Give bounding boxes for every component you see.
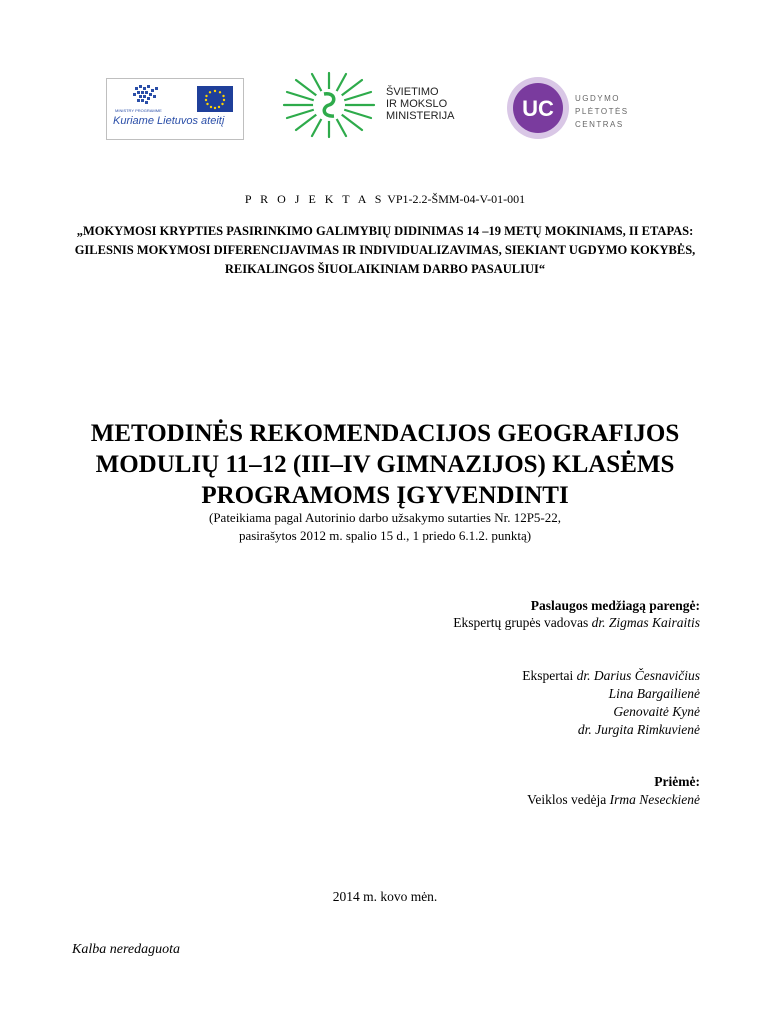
upc-emblem-icon <box>506 76 570 140</box>
accepted-name: Irma Neseckienė <box>609 792 700 807</box>
experts-role: Ekspertai <box>522 668 574 683</box>
expert-line-2 <box>522 685 700 703</box>
expert-name: Lina Bargailienė <box>608 686 700 701</box>
expert-line-4 <box>522 721 700 739</box>
document-date: 2014 m. kovo mėn. <box>332 889 438 904</box>
accepted-role: Veiklos vedėja <box>527 792 607 807</box>
expert-name: dr. Jurgita Rimkuvienė <box>577 722 700 737</box>
document-title: METODINĖS REKOMENDACIJOS GEOGRAFIJOS MODULIŲ 11–12 (III–IV GIMNAZIJOS) KLASĖMS PROGRAMOMS ĮGYVENDINTI <box>90 420 680 509</box>
group-head-role: Ekspertų grupės vadovas <box>453 615 589 630</box>
eu-funds-logo <box>106 78 244 140</box>
ministry-emblem-icon <box>274 70 384 140</box>
ministry-name: ŠVIETIMO IR MOKSLO MINISTERIJA <box>386 86 455 122</box>
eu-flag-icon <box>197 86 233 112</box>
prepared-label: Paslaugos medžiagą parengė: <box>530 598 700 613</box>
project-code: VP1-2.2-ŠMM-04-V-01-001 <box>387 192 526 206</box>
upc-monogram: UC <box>522 96 554 121</box>
eu-slogan: Kuriame Lietuvos ateitį <box>113 115 225 127</box>
expert-name: dr. Darius Česnavičius <box>576 668 700 683</box>
eu-small-text: MINISTRY PROGRAMME <box>115 108 162 113</box>
experts-block <box>522 667 700 739</box>
project-title: „MOKYMOSI KRYPTIES PASIRINKIMO GALIMYBIŲ DIDINIMAS 14 –19 METŲ MOKINIAMS, II ETAPAS: GILESNIS MOKYMOSI DIFERENCIJAVIMAS IR INDIVIDUALIZAVIMAS, SIEKIANT UGDYMO KOKYBĖS, REIKALINGOS ŠIUOLAIKINIAM DARBO PASAULIUI“ <box>74 224 696 276</box>
language-note: Kalba neredaguota <box>72 942 180 957</box>
upc-name: UGDYMO PLĖTOTĖS CENTRAS <box>575 94 629 129</box>
expert-line-1 <box>522 667 700 685</box>
document-subtitle <box>40 509 730 545</box>
subtitle-line-2: pasirašytos 2012 m. spalio 15 d., 1 priedo 6.1.2. punktą) <box>238 528 532 543</box>
group-head-name: dr. Zigmas Kairaitis <box>591 615 700 630</box>
upc-logo <box>506 76 636 146</box>
expert-line-3 <box>522 703 700 721</box>
accepted-label: Priėmė: <box>654 774 700 789</box>
expert-name: Genovaitė Kynė <box>613 704 700 719</box>
group-head <box>453 614 700 632</box>
project-label: P R O J E K T A S <box>244 192 385 206</box>
accepted-by <box>527 791 700 809</box>
project-code-line <box>40 192 730 207</box>
ministry-logo <box>274 70 464 140</box>
subtitle-line-1: (Pateikiama pagal Autorinio darbo užsakymo sutarties Nr. 12P5-22, <box>208 510 561 525</box>
